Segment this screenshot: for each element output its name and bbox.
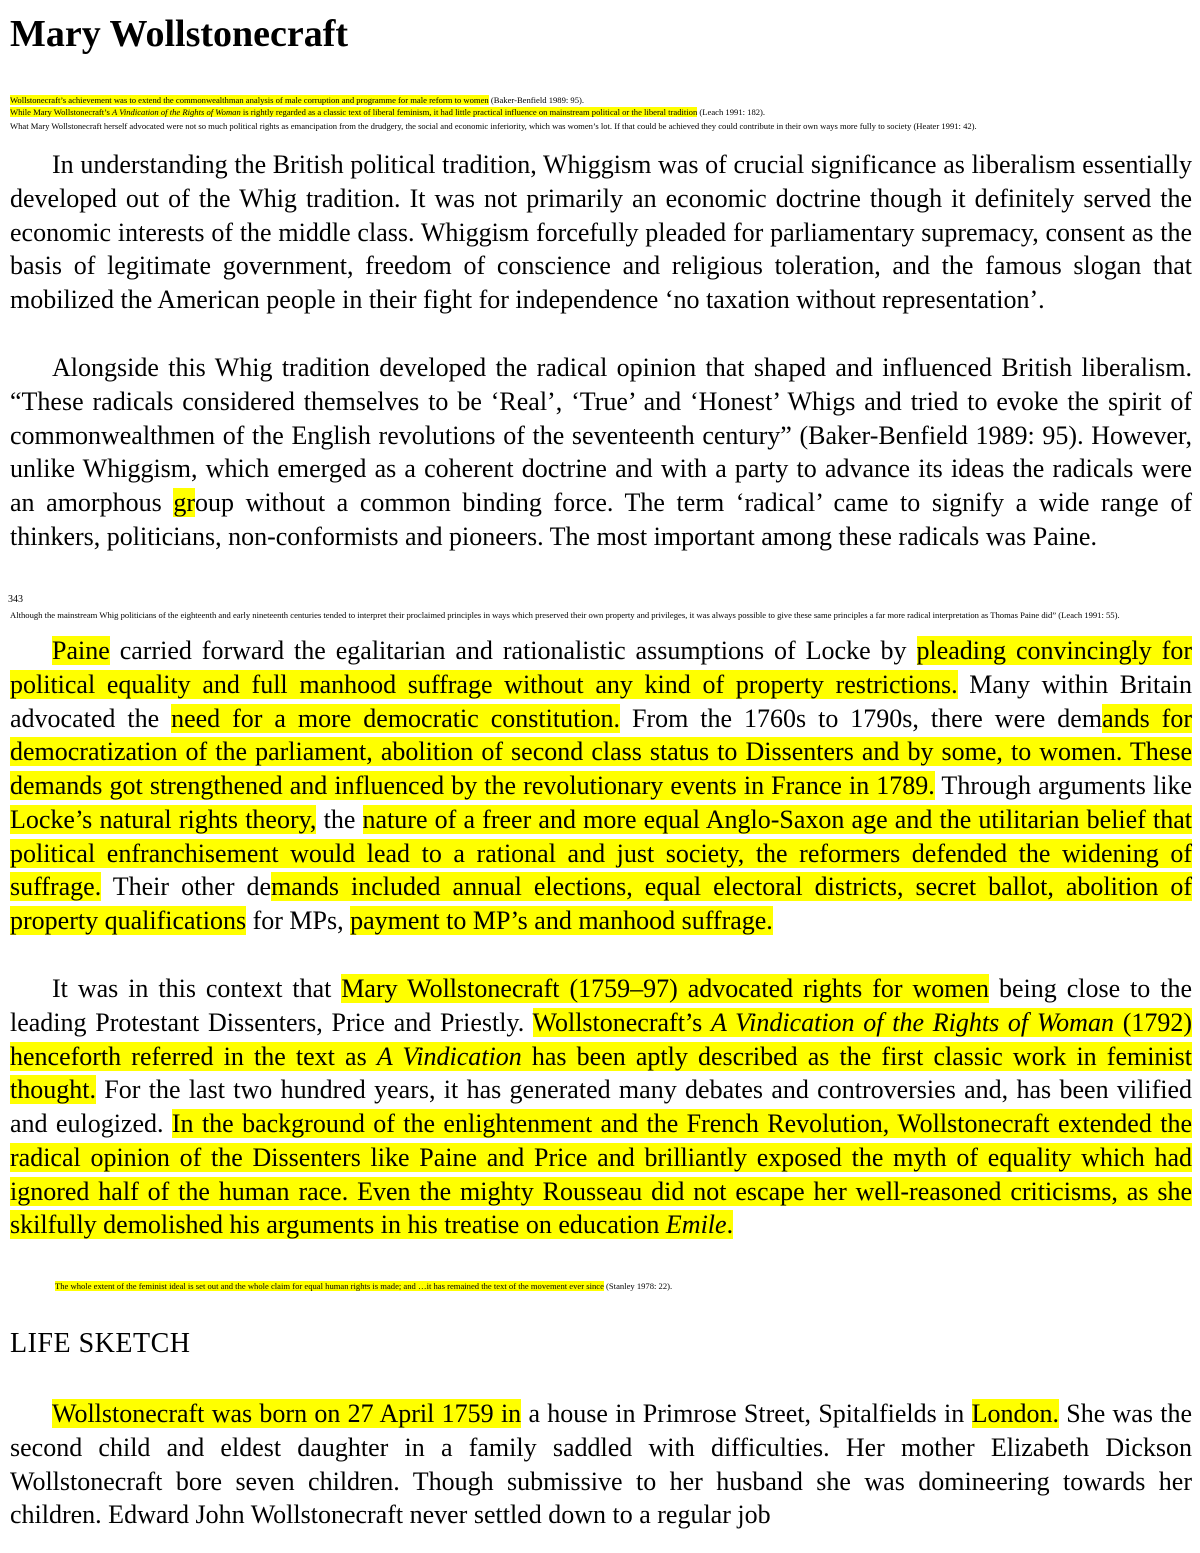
p4-text-3: For the last two hundred years, it has generated many debates and controversies and, has been vilified and eulogized. xyxy=(10,1075,1192,1138)
note-3: What Mary Wollstonecraft herself advocated were not so much political rights as emancipation from the drudgery, the social and economic inferiority, which was women’s lot. If that could be achieved they could contribute in their own ways more fully to society (Heater 1991: 42). xyxy=(10,121,977,131)
p5-hl-2: London. xyxy=(971,1399,1059,1428)
paragraph-life-sketch xyxy=(10,1397,1192,1532)
note-bottom-highlight: The whole extent of the feminist ideal is set out and the whole claim for equal human rights is made; and …it has remained the text of the movement ever since xyxy=(55,1281,604,1291)
paragraph-wollstonecraft xyxy=(10,972,1192,1242)
paragraph-radicals-text-b: oup without a common binding force. The term ‘radical’ came to signify a wide range of thinkers, politicians, non-conformists and pioneers. The most important among these radicals was Paine. xyxy=(10,488,1192,551)
note-2-highlight-b: is rightly regarded as a classic text of liberal feminism, it had little practical influence on mainstream political or the liberal tradition xyxy=(240,107,698,117)
p3-hl-5: Locke’s natural rights theory, xyxy=(10,804,317,834)
paragraph-whiggism: In understanding the British political tradition, Whiggism was of crucial significance as liberalism essentially developed out of the Whig tradition. It was not primarily an economic doctrine though it definitely served the economic interests of the middle class. Whiggism forcefully pleaded for parliamentary supremacy, consent as the basis of legitimate government, freedom of conscience and religious toleration, and the famous slogan that mobilized the American people in their fight for independence ‘no taxation without representation’. xyxy=(10,150,1192,314)
p4-hl-3-italic: Emile xyxy=(665,1210,727,1240)
note-1-citation: (Baker-Benfield 1989: 95). xyxy=(488,95,585,105)
p5-hl-1: Wollstonecraft was born on 27 April 1759 in xyxy=(52,1399,522,1428)
p3-hl-2: pleading convincingly for political equality and full manhood suffrage without any kind of property restrictions. xyxy=(10,636,1192,699)
section-heading-life-sketch: LIFE SKETCH xyxy=(10,1328,191,1359)
p3-hl-7: mands included annual elections, equal electoral districts, secret ballot, abolition of property qualifications xyxy=(10,872,1192,935)
note-1 xyxy=(10,95,1190,106)
p3-hl-3: need for a more democratic constitution. xyxy=(171,703,621,733)
paragraph-radicals-text-a: Alongside this Whig tradition developed the radical opinion that shaped and influenced British liberalism. “These radicals considered themselves to be ‘Real’, ‘True’ and ‘Honest’ Whigs and tried to evoke the spirit of commonwealthmen of the English revolutions of the seventeenth century” (Baker-Benfield 1989: 95). However, unlike Whiggism, which emerged as a coherent doctrine and with a party to advance its ideas the radicals were an amorphous xyxy=(10,353,1192,517)
p4-hl-2b: (1792) henceforth referred in the text as xyxy=(10,1007,1193,1071)
paragraph-radicals-highlight: gr xyxy=(173,488,195,517)
p3-hl-8: payment to MP’s and manhood suffrage. xyxy=(350,906,773,935)
p4-hl-1: Mary Wollstonecraft (1759–97) advocated rights for women xyxy=(341,974,990,1003)
p3-text-6: Their other de xyxy=(101,872,272,902)
note-2 xyxy=(10,107,1190,118)
p3-text-4: Through arguments like xyxy=(934,771,1192,800)
p4-hl-3: In the background of the enlightenment and the French Revolution, Wollstonecraft extended the radical opinion of the Dissenters like Paine and Price and brilliantly exposed the myth of equality which had ignored half of the human race. Even the mighty Rousseau did not escape her well-reasoned criticisms, as she skilfully demolished his arguments in his treatise on education xyxy=(10,1109,1192,1240)
p4-hl-2a: Wollstonecraft’s xyxy=(532,1007,712,1037)
p5-text-2: She was the second child and eldest daughter in a family saddled with difficulties. Her mother Elizabeth Dickson Wollstonecraft bore seven children. Though submissive to her husband she was domineering towards her children. Edward John Wollstonecraft never settled down to a regular job xyxy=(10,1399,1193,1530)
note-2-highlight-italic: A Vindication of the Rights of Woman xyxy=(112,107,241,117)
paragraph-radicals xyxy=(10,351,1192,554)
p3-text-7: for MPs, xyxy=(246,906,351,935)
note-bottom-citation: (Stanley 1978: 22). xyxy=(603,1281,673,1291)
p3-text-5: the xyxy=(316,804,363,834)
note-2-highlight-a: While Mary Wollstonecraft’s xyxy=(10,107,113,117)
page-title: Mary Wollstonecraft xyxy=(10,13,349,55)
p3-text-2: Many within Britain advocated the xyxy=(10,669,1192,733)
p4-text-2: being close to the leading Protestant Dissenters, Price and Priestly. xyxy=(10,974,1192,1037)
p4-hl-2c: has been aptly described as the first classic work in feminist thought. xyxy=(10,1041,1193,1105)
p3-text-3: From the 1760s to 1790s, there were dem xyxy=(620,703,1103,733)
note-1-highlight: Wollstonecraft’s achievement was to extend the commonwealthman analysis of male corruption and programme for male reform to women xyxy=(10,95,489,105)
p3-hl-6: nature of a freer and more equal Anglo-Saxon age and the utilitarian belief that political enfranchisement would lead to a rational and just society, the reformers defended the widening of suffrage. xyxy=(10,804,1192,902)
paragraph-paine xyxy=(10,634,1192,938)
p3-hl-4: ands for democratization of the parliament, abolition of second class status to Dissenters and by some, to women. These demands got strengthened and influenced by the revolutionary events in France in 1789. xyxy=(10,703,1193,800)
p4-hl-2-italic-2: A Vindication xyxy=(376,1041,522,1071)
p3-hl-1: Paine xyxy=(52,636,110,665)
note-2-citation: (Leach 1991: 182). xyxy=(697,107,766,117)
p4-text-1: It was in this context that xyxy=(52,974,342,1003)
p3-text-1: carried forward the egalitarian and rationalistic assumptions of Locke by xyxy=(109,636,917,665)
note-bottom xyxy=(55,1281,1190,1292)
note-middle: Although the mainstream Whig politicians of the eighteenth and early nineteenth centuries tended to interpret their proclaimed principles in ways which preserved their own property and privileges, it was always possible to give these same principles a far more radical interpretation as Thomas Paine did” (Leach 1991: 55). xyxy=(10,610,1120,620)
p5-text-1: a house in Primrose Street, Spitalfields in xyxy=(521,1399,972,1428)
p4-hl-3-end: . xyxy=(726,1210,734,1240)
p4-hl-2-italic: A Vindication of the Rights of Woman xyxy=(711,1007,1114,1037)
page-number: 343 xyxy=(8,594,23,605)
